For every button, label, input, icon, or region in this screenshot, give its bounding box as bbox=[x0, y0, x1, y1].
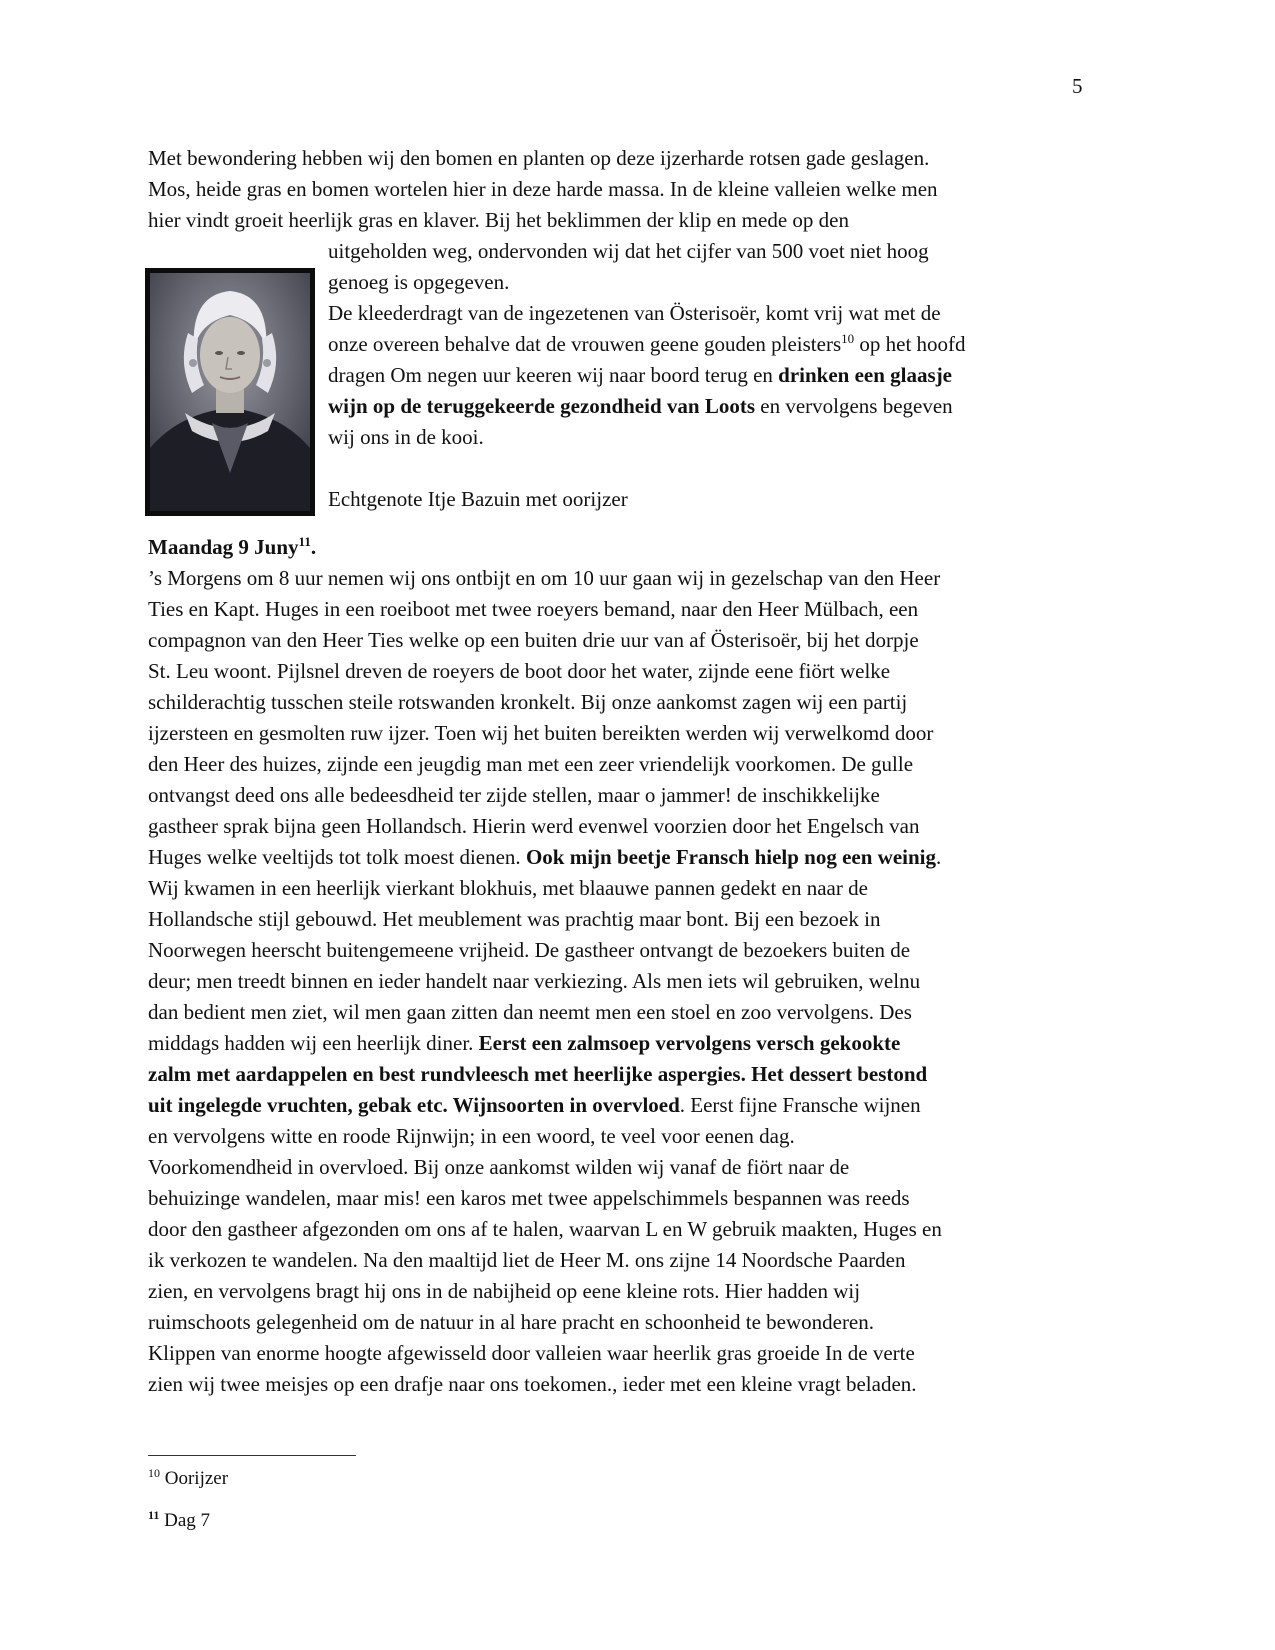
text-line: wij ons in de kooi. bbox=[328, 425, 484, 449]
text-line: zien wij twee meisjes op een drafje naar ons toekomen., ieder met een kleine vragt beladen. bbox=[148, 1372, 917, 1396]
text-line: uitgeholden weg, ondervonden wij dat het cijfer van 500 voet niet hoog bbox=[328, 239, 929, 263]
text-line: dragen Om negen uur keeren wij naar boord terug en drinken een glaasje bbox=[328, 363, 953, 387]
text-line: den Heer des huizes, zijnde een jeugdig man met een zeer vriendelijk voorkomen. De gulle bbox=[148, 752, 914, 776]
footnote-ref-11[interactable]: 11 bbox=[298, 534, 311, 549]
text-line: Huges welke veeltijds tot tolk moest dienen. Ook mijn beetje Fransch hielp nog een weinig. bbox=[148, 845, 942, 869]
text-line: ijzersteen en gesmolten ruw ijzer. Toen wij het buiten bereikten werden wij verwelkomd door bbox=[148, 721, 934, 745]
text-line: zalm met aardappelen en best rundvleesch met heerlijke aspergies. Het dessert bestond bbox=[148, 1062, 928, 1086]
text-line: zien, en vervolgens bragt hij ons in de nabijheid op eene kleine rots. Hier hadden wij bbox=[148, 1279, 861, 1303]
portrait-caption: Echtgenote Itje Bazuin met oorijzer bbox=[328, 487, 628, 511]
text-line: door den gastheer afgezonden om ons af te halen, waarvan L en W gebruik maakten, Huges en bbox=[148, 1217, 942, 1241]
footnote-divider bbox=[148, 1455, 356, 1456]
day-heading: Maandag 9 Juny$^{11}$. bbox=[148, 534, 317, 559]
text-line: Noorwegen heerscht buitengemeene vrijheid. De gastheer ontvangt de bezoekers buiten de bbox=[148, 938, 911, 962]
footnote-10: $^{10}$ Oorijzer bbox=[148, 1466, 229, 1489]
text-line: compagnon van den Heer Ties welke op een buiten drie uur van af Österisoër, bij het dorpje bbox=[148, 628, 919, 652]
text-line: ’s Morgens om 8 uur nemen wij ons ontbijt en om 10 uur gaan wij in gezelschap van den Heer bbox=[148, 566, 941, 590]
text-line: genoeg is opgegeven. bbox=[328, 270, 510, 294]
text-line: ontvangst deed ons alle bedeesdheid ter zijde stellen, maar o jammer! de inschikkelijke bbox=[148, 783, 880, 807]
portrait-photo bbox=[145, 268, 315, 516]
text-line: Met bewondering hebben wij den bomen en planten op deze ijzerharde rotsen gade geslagen. bbox=[148, 146, 930, 170]
footnote-ref-10[interactable]: 10 bbox=[841, 331, 855, 346]
text-line: middags hadden wij een heerlijk diner. Eerst een zalmsoep vervolgens versch gekookte bbox=[148, 1031, 901, 1055]
text-line: ik verkozen te wandelen. Na den maaltijd liet de Heer M. ons zijne 14 Noordsche Paarden bbox=[148, 1248, 906, 1272]
text-line: Mos, heide gras en bomen wortelen hier in deze harde massa. In de kleine valleien welke men bbox=[148, 177, 938, 201]
text-line: Wij kwamen in een heerlijk vierkant blokhuis, met blaauwe pannen gedekt en naar de bbox=[148, 876, 868, 900]
footnote-11: $^{11}$ Dag 7 bbox=[148, 1508, 210, 1531]
text-line: en vervolgens witte en roode Rijnwijn; in een woord, te veel voor eenen dag. bbox=[148, 1124, 795, 1148]
text-line: uit ingelegde vruchten, gebak etc. Wijnsoorten in overvloed. Eerst fijne Fransche wijnen bbox=[148, 1093, 921, 1117]
text-line: Ties en Kapt. Huges in een roeiboot met twee roeyers bemand, naar den Heer Mülbach, een bbox=[148, 597, 919, 621]
text-line: Voorkomendheid in overvloed. Bij onze aankomst wilden wij vanaf de fiört naar de bbox=[148, 1155, 850, 1179]
text-line: onze overeen behalve dat de vrouwen geene gouden pleisters$^{10}$ op het hoofd bbox=[328, 331, 966, 356]
text-line: wijn op de teruggekeerde gezondheid van Loots en vervolgens begeven bbox=[328, 394, 953, 418]
text-line: De kleederdragt van de ingezetenen van Österisoër, komt vrij wat met de bbox=[328, 301, 941, 325]
text-line: Hollandsche stijl gebouwd. Het meublement was prachtig maar bont. Bij een bezoek in bbox=[148, 907, 881, 931]
text-line: behuizinge wandelen, maar mis! een karos met twee appelschimmels bespannen was reeds bbox=[148, 1186, 910, 1210]
text-line: St. Leu woont. Pijlsnel dreven de roeyers de boot door het water, zijnde eene fiört welke bbox=[148, 659, 891, 683]
text-line: schilderachtig tusschen steile rotswanden kronkelt. Bij onze aankomst zagen wij een partij bbox=[148, 690, 908, 714]
text-line: dan bedient men ziet, wil men gaan zitten dan neemt men een stoel en zoo vervolgens. Des bbox=[148, 1000, 912, 1024]
wrapped-text-beside-portrait bbox=[328, 236, 1098, 515]
text-line: deur; men treedt binnen en ieder handelt naar verkiezing. Als men iets wil gebruiken, welnu bbox=[148, 969, 921, 993]
text-line: hier vindt groeit heerlijk gras en klaver. Bij het beklimmen der klip en mede op den bbox=[148, 208, 849, 232]
intro-paragraph bbox=[148, 143, 1098, 236]
body-paragraph bbox=[148, 563, 1098, 1400]
page-number: 5 bbox=[1072, 74, 1083, 98]
text-line: ruimschoots gelegenheid om de natuur in al hare pracht en schoonheid te bewonderen. bbox=[148, 1310, 875, 1334]
text-line: gastheer sprak bijna geen Hollandsch. Hierin werd evenwel voorzien door het Engelsch van bbox=[148, 814, 920, 838]
portrait-woman-with-oorijzer bbox=[150, 273, 310, 511]
text-line: Klippen van enorme hoogte afgewisseld door valleien waar heerlik gras groeide In de verte bbox=[148, 1341, 915, 1365]
